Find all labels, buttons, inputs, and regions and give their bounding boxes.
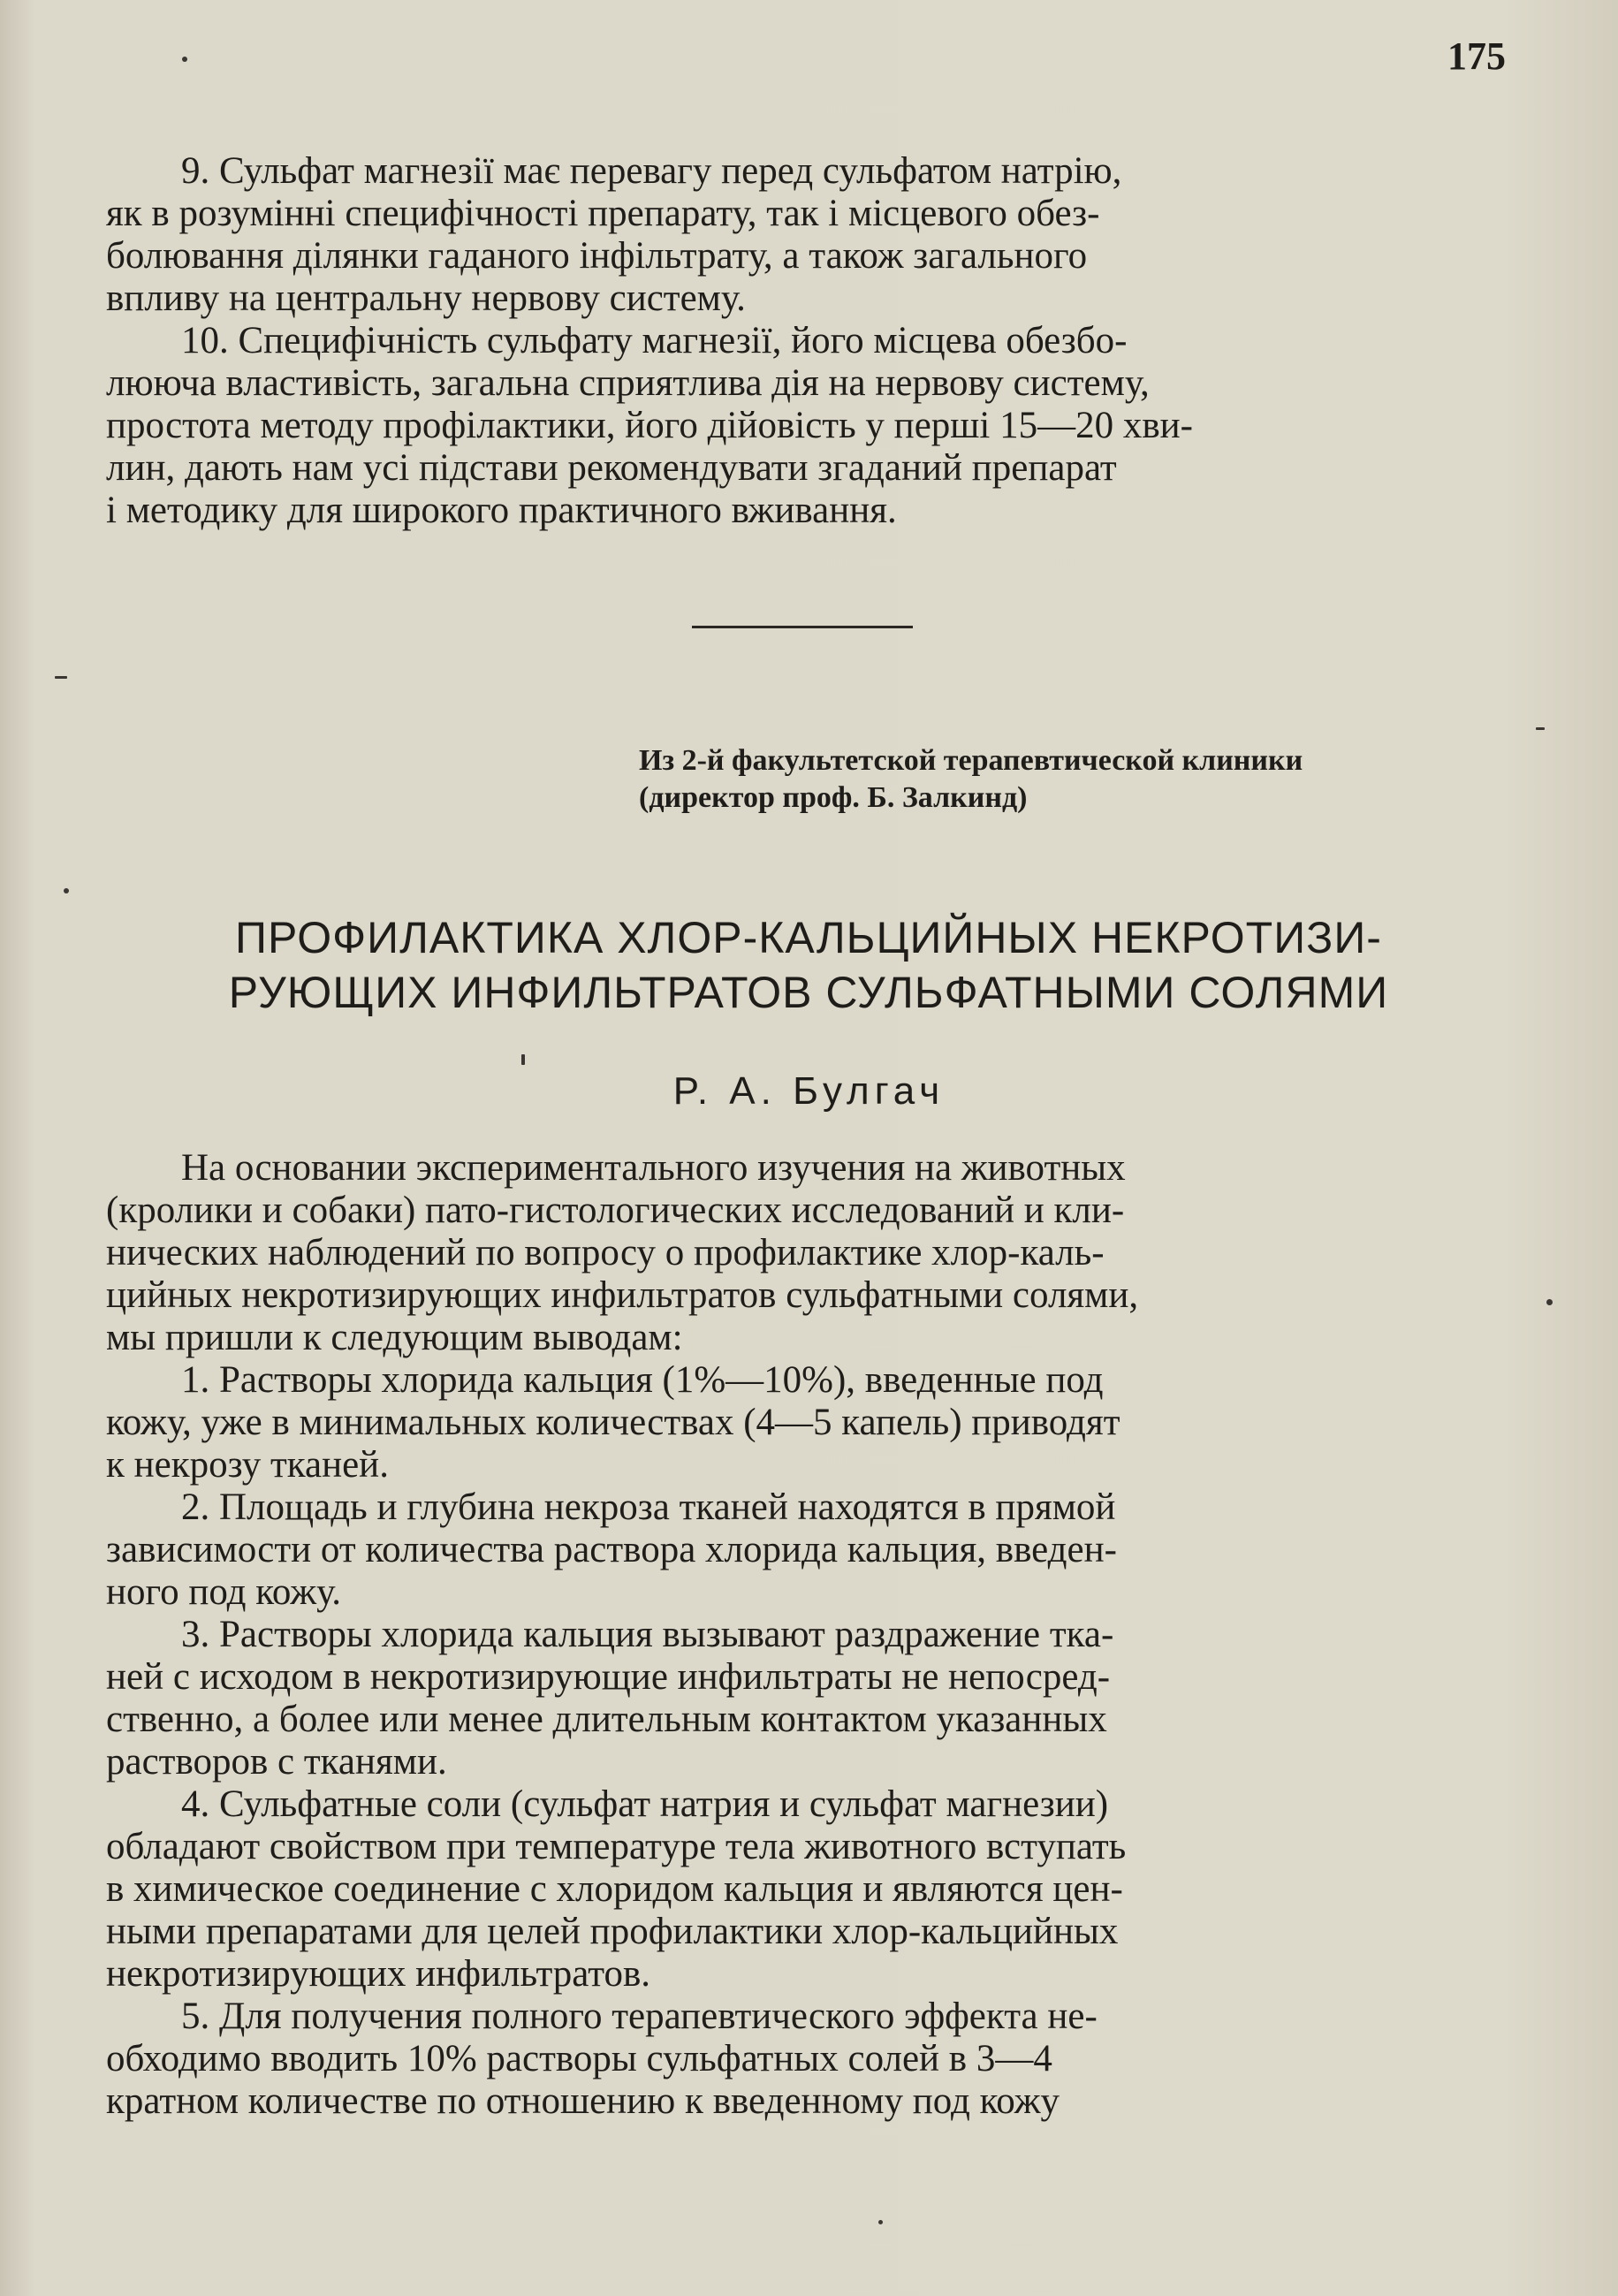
text-line: 9. Сульфат магнезії має перевагу перед сульфатом натрію, [181, 150, 1122, 192]
text-line: ственно, а более или менее длительным контактом указанных [106, 1699, 1107, 1740]
text-line: простота методу профілактики, його дійовість у перші 15—20 хви- [106, 405, 1193, 446]
text-line: к некрозу тканей. [106, 1444, 389, 1486]
text-line: і методику для широкого практичного вживання. [106, 490, 897, 531]
text-line: ного под кожу. [106, 1571, 342, 1613]
conclusion-item-1 [106, 1359, 1511, 1486]
conclusion-item-3 [106, 1614, 1511, 1783]
text-line: нических наблюдений по вопросу о профилактике хлор-каль- [106, 1232, 1105, 1273]
text-line: 10. Специфічність сульфату магнезії, його місцева обезбо- [181, 320, 1128, 361]
text-line: впливу на центральну нервову систему. [106, 277, 746, 319]
text-line: На основании экспериментального изучения на животных [181, 1147, 1126, 1189]
text-line: як в розумінні специфічності препарату, так і місцевого обез- [106, 193, 1100, 234]
affiliation-line-2: (директор проф. Б. Залкинд) [639, 781, 1028, 814]
scan-speck [878, 2220, 883, 2224]
text-line: ными препаратами для целей профилактики хлор-кальцийных [106, 1911, 1119, 1952]
article-title [106, 910, 1511, 1020]
scan-speck [182, 57, 187, 62]
text-line: в химическое соединение с хлоридом кальция и являются цен- [106, 1868, 1123, 1910]
conclusion-item-2 [106, 1486, 1511, 1614]
page-number: 175 [1447, 34, 1506, 78]
scan-speck [1546, 1299, 1553, 1305]
scan-speck [55, 676, 67, 679]
text-line: лин, дають нам усі підстави рекомендувати згаданий препарат [106, 447, 1117, 489]
text-line: 3. Растворы хлорида кальция вызывают раздражение тка- [181, 1614, 1114, 1655]
title-line-2: РУЮЩИХ ИНФИЛЬТРАТОВ СУЛЬФАТНЫМИ СОЛЯМИ [228, 968, 1389, 1017]
text-line: 5. Для получения полного терапевтического эффекта не- [181, 1996, 1098, 2037]
scan-speck [64, 888, 69, 893]
ukrainian-item-10 [106, 320, 1511, 532]
text-line: мы пришли к следующим выводам: [106, 1317, 683, 1358]
title-line-1: ПРОФИЛАКТИКА ХЛОР-КАЛЬЦИЙНЫХ НЕКРОТИЗИ- [235, 913, 1382, 962]
text-line: болювання ділянки гаданого інфільтрату, а також загального [106, 235, 1088, 277]
affiliation-note [639, 742, 1303, 817]
affiliation-line-1: Из 2-й факультетской терапевтической клиники [639, 744, 1303, 777]
text-line: 2. Площадь и глубина некроза тканей находятся в прямой [181, 1486, 1116, 1528]
ukrainian-item-9 [106, 150, 1511, 320]
intro-paragraph [106, 1147, 1511, 1359]
text-line: зависимости от количества раствора хлорида кальция, введен- [106, 1529, 1117, 1570]
text-line: кожу, уже в минимальных количествах (4—5 капель) приводят [106, 1402, 1120, 1443]
section-divider [692, 626, 913, 628]
text-line: кратном количестве по отношению к введенному под кожу [106, 2080, 1060, 2122]
conclusion-item-4 [106, 1783, 1511, 1996]
text-line: ней с исходом в некротизирующие инфильтраты не непосред- [106, 1656, 1111, 1698]
text-line: растворов с тканями. [106, 1741, 447, 1783]
text-line: (кролики и собаки) пато-гистологических исследований и кли- [106, 1190, 1125, 1231]
text-line: обладают свойством при температуре тела животного вступать [106, 1826, 1127, 1867]
text-line: лююча властивість, загальна сприятлива дія на нервову систему, [106, 362, 1150, 404]
conclusion-item-5 [106, 1996, 1511, 2123]
scan-speck [1536, 727, 1545, 730]
text-line: 1. Растворы хлорида кальция (1%—10%), введенные под [181, 1359, 1104, 1401]
text-line: обходимо вводить 10% растворы сульфатных солей в 3—4 [106, 2038, 1052, 2079]
text-line: некротизирующих инфильтратов. [106, 1953, 651, 1995]
text-line: 4. Сульфатные соли (сульфат натрия и сульфат магнезии) [181, 1783, 1109, 1825]
text-line: цийных некротизирующих инфильтратов сульфатными солями, [106, 1274, 1139, 1316]
scan-speck [521, 1054, 525, 1065]
author-name: Р. А. Булгач [672, 1069, 946, 1113]
